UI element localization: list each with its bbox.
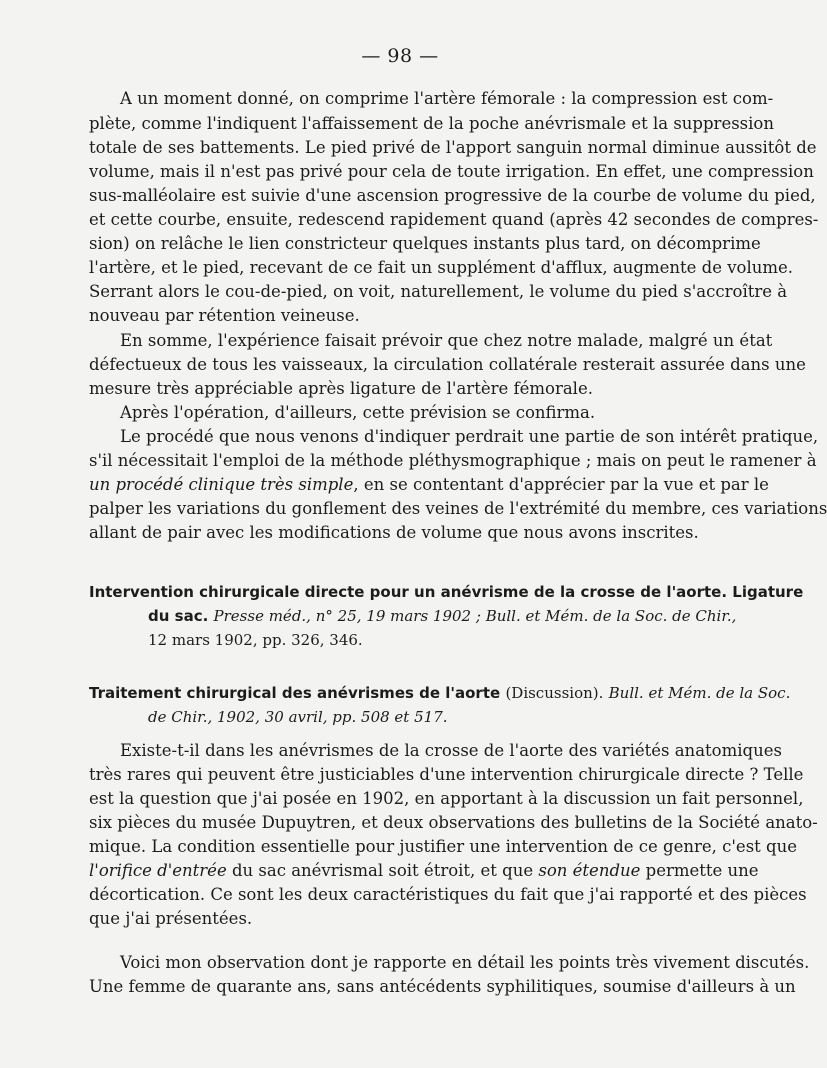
reference-title-cont: du sac. [148,607,209,625]
reference-citation-line [148,604,737,628]
text-line: que j'ai présentées. [89,909,253,928]
text-line: s'il nécessitait l'emploi de la méthode pléthysmographique ; mais on peut le ramener à [89,451,817,470]
text-line: défectueux de tous les vaisseaux, la circulation collatérale resterait assurée dans une [89,355,806,374]
emphasized-text: l'orifice d'entrée [89,861,227,880]
text-line: l'artère, et le pied, recevant de ce fait un supplément d'afflux, augmente de volume. [89,258,794,277]
text-line: et cette courbe, ensuite, redescend rapidement quand (après 42 secondes de compres- [89,210,819,229]
reference-citation: Presse méd., n° 25, 19 mars 1902 ; Bull. et Mém. de la Soc. de Chir., [213,607,737,625]
text-line: mesure très appréciable après ligature de l'artère fémorale. [89,379,593,398]
reference-citation: Bull. et Mém. de la Soc. [608,684,791,702]
text-line: Serrant alors le cou-de-pied, on voit, naturellement, le volume du pied s'accroître à [89,282,788,301]
text-line: nouveau par rétention veineuse. [89,306,360,325]
emphasized-text: son étendue [538,861,641,880]
text-line: sus-malléolaire est suivie d'une ascension progressive de la courbe de volume du pied, [89,186,816,205]
text-line: décortication. Ce sont les deux caractéristiques du fait que j'ai rapporté et des pièces [89,885,807,904]
reference-title: Traitement chirurgical des anévrismes de l'aorte [89,684,501,702]
reference-citation-line: de Chir., 1902, 30 avril, pp. 508 et 517. [148,708,448,726]
text-line: Le procédé que nous venons d'indiquer perdrait une partie de son intérêt pratique, [120,427,819,446]
text-line: Existe-t-il dans les anévrismes de la crosse de l'aorte des variétés anatomiques [120,741,782,760]
text-line: palper les variations du gonflement des veines de l'extrémité du membre, ces variations [89,499,827,518]
text-run: permette une [640,861,759,880]
page-number: — 98 — [361,45,439,67]
text-line: A un moment donné, on comprime l'artère fémorale : la compression est com- [120,89,774,108]
text-line: Voici mon observation dont je rapporte en détail les points très vivement discutés. [120,953,810,972]
text-line: totale de ses battements. Le pied privé de l'apport sanguin normal diminue aussitôt de [89,138,817,157]
text-line: sion) on relâche le lien constricteur quelques instants plus tard, on décomprime [89,234,761,253]
text-line: En somme, l'expérience faisait prévoir que chez notre malade, malgré un état [120,331,773,350]
reference-title-line [89,681,791,705]
text-line: plète, comme l'indiquent l'affaissement de la poche anévrismale et la suppression [89,114,774,133]
text-line: mique. La condition essentielle pour justifier une intervention de ce genre, c'est que [89,837,797,856]
text-run: du sac anévrismal soit étroit, et que [226,861,539,880]
text-run: , en se contentant d'apprécier par la vue et par le [353,475,769,494]
reference-discussion: (Discussion). [505,684,604,702]
text-line: six pièces du musée Dupuytren, et deux observations des bulletins de la Société anato- [89,813,818,832]
text-line: volume, mais il n'est pas privé pour cela de toute irrigation. En effet, une compression [89,162,814,181]
text-line [89,859,759,883]
text-line: allant de pair avec les modifications de volume que nous avons inscrites. [89,523,699,542]
text-line [89,473,769,497]
text-line: Une femme de quarante ans, sans antécédents syphilitiques, soumise d'ailleurs à un [89,977,796,996]
reference-citation-line: 12 mars 1902, pp. 326, 346. [148,631,363,649]
reference-title: Intervention chirurgicale directe pour un anévrisme de la crosse de l'aorte. Ligature [89,583,804,601]
emphasized-text: un procédé clinique très simple [89,475,354,494]
text-line: Après l'opération, d'ailleurs, cette prévision se confirma. [120,403,596,422]
text-line: est la question que j'ai posée en 1902, en apportant à la discussion un fait personnel, [89,789,804,808]
text-line: très rares qui peuvent être justiciables d'une intervention chirurgicale directe ? Telle [89,765,804,784]
